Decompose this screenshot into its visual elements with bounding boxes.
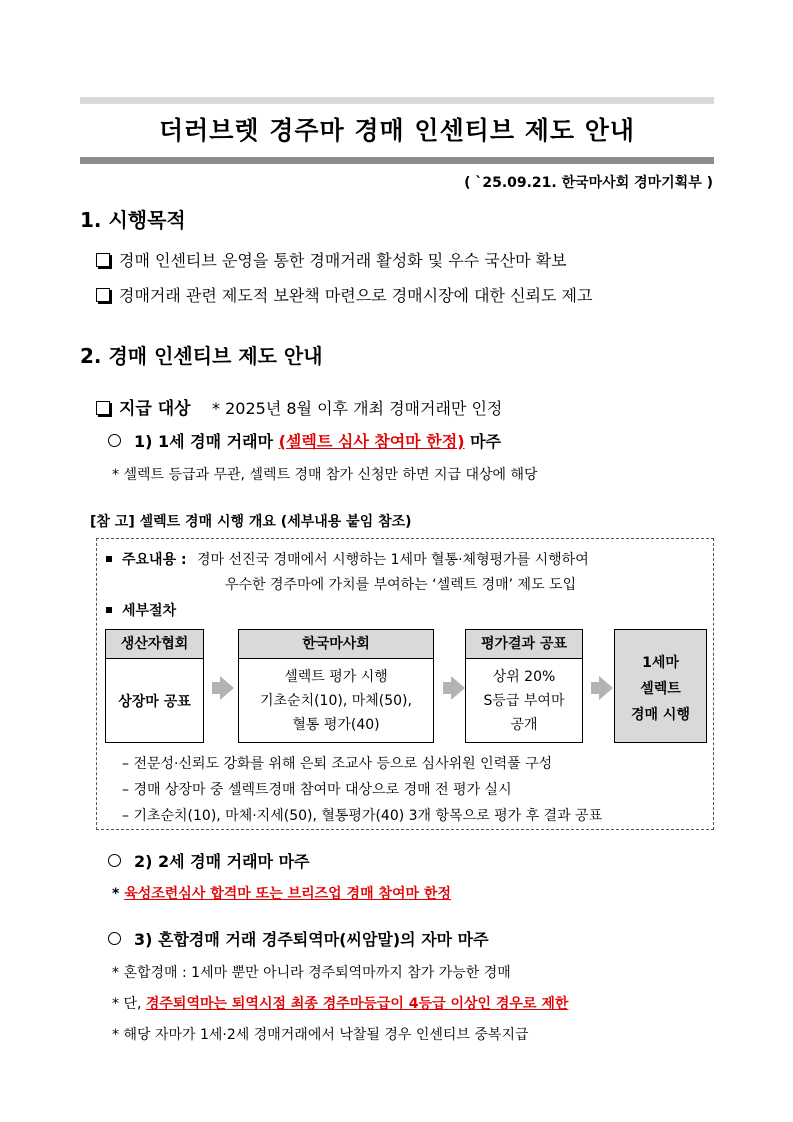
checkbox-icon (96, 288, 110, 302)
section1-item: 경매거래 관련 제도적 보완책 마련으로 경매시장에 대한 신뢰도 제고 (96, 283, 592, 306)
main-content-line-2: 우수한 경주마에 가치를 부여하는 ‘셀렉트 경매’ 제도 도입 (225, 577, 577, 593)
sub1-line: 1) 1세 경매 거래마 (셀렉트 심사 참여마 한정) 마주 (108, 429, 501, 452)
circle-bullet-icon (108, 434, 121, 447)
checkbox-icon (96, 253, 110, 267)
document-title: 더러브렛 경주마 경매 인센티브 제도 안내 (158, 116, 636, 145)
sub3-note: * 해당 자마가 1세·2세 경매거래에서 낙찰될 경우 인센티브 중복지급 (112, 1027, 529, 1043)
circle-bullet-icon (108, 854, 121, 867)
sub1-note: * 셀렉트 등급과 무관, 셀렉트 경매 참가 신청만 하면 지급 대상에 해당 (112, 467, 538, 483)
title-top-rule (80, 97, 714, 104)
sub3-note: * 단, 경주퇴역마는 퇴역시점 최종 경주마등급이 4등급 이상인 경우로 제한 (112, 996, 569, 1012)
detail-label: 세부절차 (106, 600, 176, 620)
section1-heading: 1. 시행목적 (80, 208, 186, 232)
reference-title: [참 고] 셀렉트 경매 시행 개요 (세부내용 붙임 참조) (90, 514, 412, 530)
flow-step-results: 평가결과 공표 상위 20% S등급 부여마 공개 (465, 629, 583, 743)
checkbox-icon (96, 401, 110, 415)
arrow-right-icon (599, 676, 613, 700)
detail-bullet: – 경매 상장마 중 셀렉트경매 참여마 대상으로 경매 전 평가 실시 (122, 782, 512, 798)
main-content-line: 주요내용 : 경마 선진국 경매에서 시행하는 1세마 혈통·체형평가를 시행하여 (106, 549, 589, 569)
target-line: 지급 대상 * 2025년 8월 이후 개최 경매거래만 인정 (96, 394, 502, 419)
section2-heading: 2. 경매 인센티브 제도 안내 (80, 344, 323, 368)
detail-bullet: – 기초순치(10), 마체·지세(50), 혈통평가(40) 3개 항목으로 평가 후 결과 공표 (122, 808, 603, 824)
issuer-line: ( `25.09.21. 한국마사회 경마기획부 ) (464, 175, 713, 191)
square-bullet-icon (106, 607, 112, 613)
circle-bullet-icon (108, 932, 121, 945)
flow-step-kra: 한국마사회 셀렉트 평가 시행 기초순치(10), 마체(50), 혈통 평가(40) (238, 629, 434, 743)
flow-step-auction: 1세마 셀렉트 경매 시행 (614, 629, 707, 743)
sub3-line: 3) 혼합경매 거래 경주퇴역마(씨암말)의 자마 마주 (108, 927, 489, 950)
flow-step-producers: 생산자협회 상장마 공표 (105, 629, 204, 743)
sub2-line: 2) 2세 경매 거래마 마주 (108, 849, 310, 872)
arrow-right-icon (451, 676, 465, 700)
sub2-note: * 육성조련심사 합격마 또는 브리즈업 경매 참여마 한정 (112, 886, 451, 902)
section1-item: 경매 인센티브 운영을 통한 경매거래 활성화 및 우수 국산마 확보 (96, 248, 567, 271)
detail-bullet: – 전문성·신뢰도 강화를 위해 은퇴 조교사 등으로 심사위원 인력풀 구성 (122, 756, 553, 772)
square-bullet-icon (106, 556, 112, 562)
title-bottom-rule (80, 157, 714, 164)
sub3-note: * 혼합경매 : 1세마 뿐만 아니라 경주퇴역마까지 참가 가능한 경매 (112, 965, 511, 981)
arrow-right-icon (220, 676, 234, 700)
